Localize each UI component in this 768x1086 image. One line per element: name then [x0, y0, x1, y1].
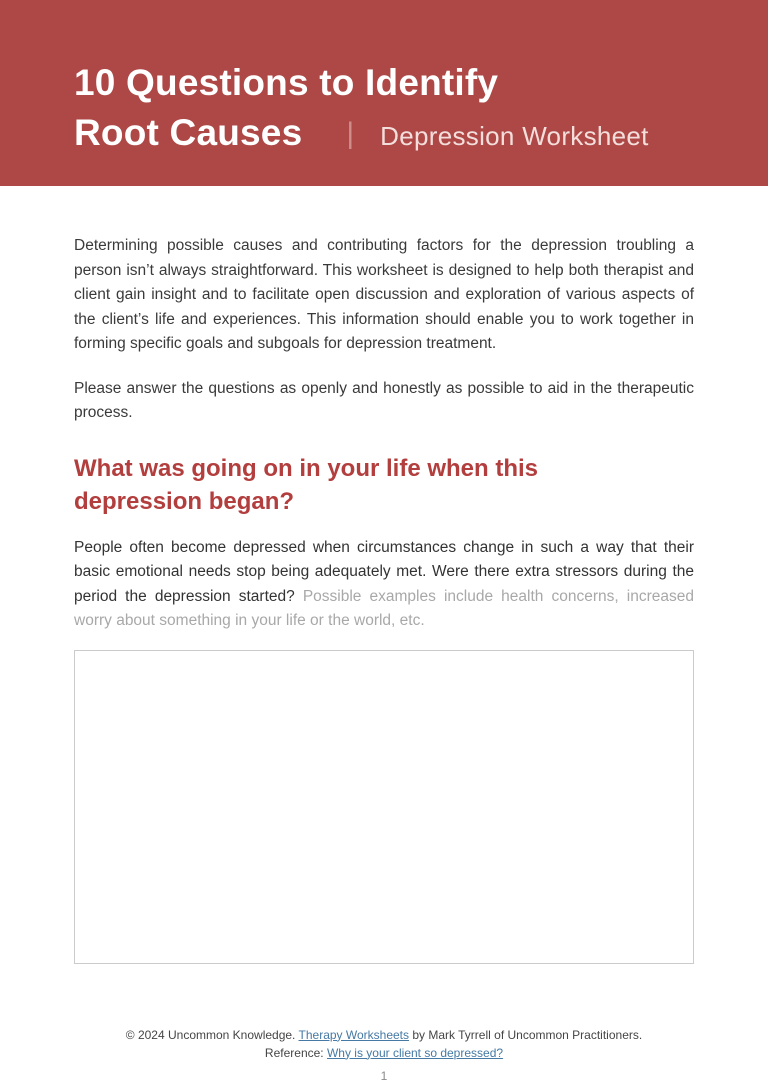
- footer-line-1: [0, 1026, 768, 1044]
- question-prompt-text: People often become depressed when circumstances change in such a way that their basic emotional needs stop being adequately met. Were there extra stressors during the period the depression started?: [74, 538, 694, 605]
- page-title-row: [74, 108, 694, 158]
- worksheet-body: [0, 234, 768, 964]
- page-title-line2: Root Causes: [74, 112, 303, 153]
- intro-paragraph-1: Determining possible causes and contributing factors for the depression troubling a person isn’t always straightforward. This worksheet is designed to help both therapist and client gain insight and to facilitate open discussion and exploration of various aspects of the client’s life and experiences. This information should enable you to work together in forming specific goals and subgoals for depression treatment.: [74, 237, 694, 352]
- copyright-text: © 2024 Uncommon Knowledge.: [125, 1027, 299, 1042]
- footer-line-2: [0, 1044, 768, 1062]
- title-divider: |: [346, 117, 355, 150]
- page-title-line1: 10 Questions to Identify: [74, 62, 499, 103]
- question-heading: What was going on in your life when this depression began?: [74, 454, 539, 515]
- header-band: [0, 0, 768, 186]
- author-text: by Mark Tyrrell of Uncommon Practitioners.: [409, 1027, 643, 1042]
- reference-label: Reference:: [264, 1045, 327, 1060]
- footer: [0, 1026, 768, 1062]
- intro-paragraph-2: Please answer the questions as openly and honestly as possible to aid in the therapeutic process.: [74, 379, 694, 421]
- therapy-worksheets-link[interactable]: Therapy Worksheets: [298, 1027, 410, 1042]
- answer-box[interactable]: [74, 650, 694, 964]
- page-number: 1: [380, 1068, 388, 1083]
- question-hint-text: Possible examples include health concerns, increased worry about something in your life or the world, etc.: [74, 587, 694, 629]
- reference-link[interactable]: Why is your client so depressed?: [326, 1045, 504, 1060]
- page-subtitle: Depression Worksheet: [380, 121, 649, 151]
- question-prompt: [74, 536, 694, 634]
